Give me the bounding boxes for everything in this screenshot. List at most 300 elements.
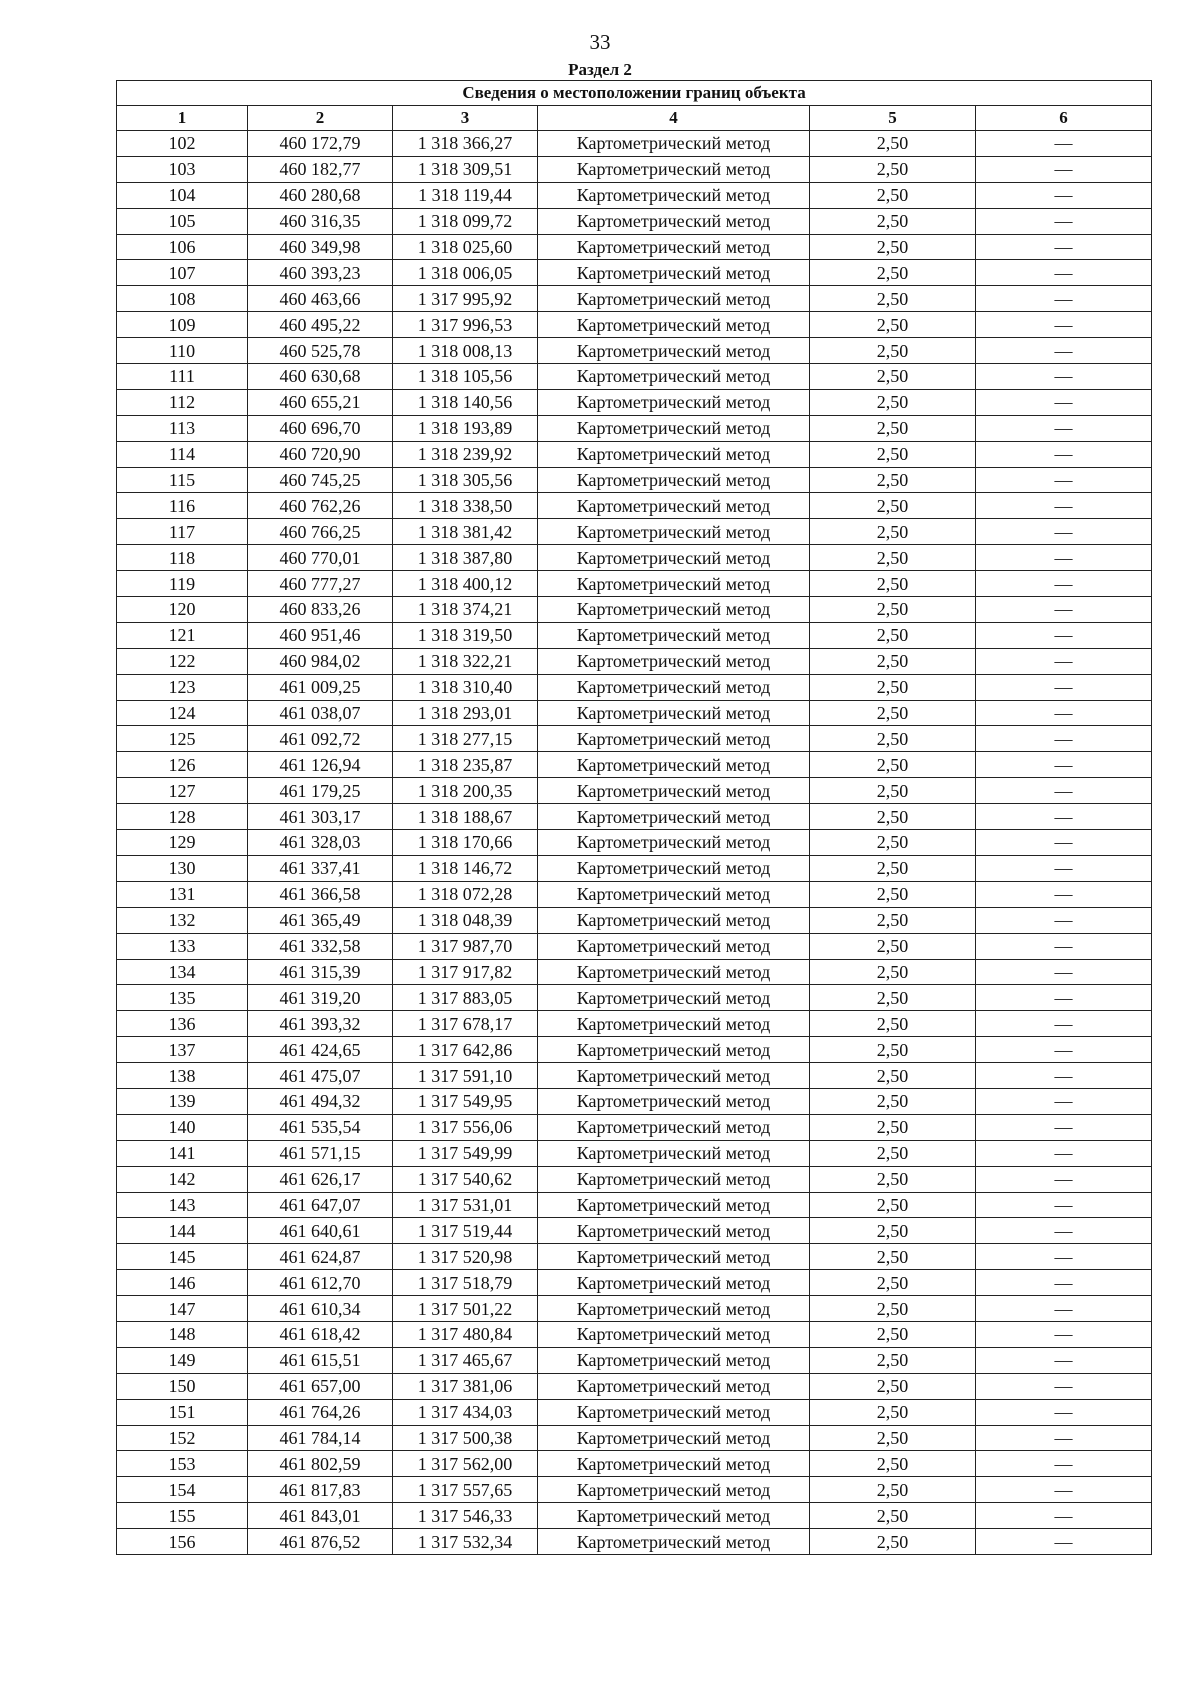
y-coordinate-cell: 1 317 591,10 <box>393 1063 538 1089</box>
method-cell: Картометрический метод <box>538 1011 810 1037</box>
point-number-cell: 126 <box>117 752 248 778</box>
point-number-cell: 123 <box>117 674 248 700</box>
y-coordinate-cell: 1 317 434,03 <box>393 1399 538 1425</box>
precision-cell: 2,50 <box>810 1425 976 1451</box>
description-cell: — <box>976 467 1152 493</box>
precision-cell: 2,50 <box>810 1399 976 1425</box>
point-number-cell: 145 <box>117 1244 248 1270</box>
x-coordinate-cell: 461 009,25 <box>248 674 393 700</box>
y-coordinate-cell: 1 318 366,27 <box>393 131 538 157</box>
table-row <box>117 1037 1152 1063</box>
description-cell: — <box>976 1399 1152 1425</box>
table-row <box>117 1140 1152 1166</box>
point-number-cell: 136 <box>117 1011 248 1037</box>
table-row <box>117 1321 1152 1347</box>
y-coordinate-cell: 1 317 987,70 <box>393 933 538 959</box>
y-coordinate-cell: 1 318 188,67 <box>393 804 538 830</box>
page-number: 33 <box>589 30 611 54</box>
x-coordinate-cell: 460 495,22 <box>248 312 393 338</box>
description-cell: — <box>976 1011 1152 1037</box>
y-coordinate-cell: 1 317 531,01 <box>393 1192 538 1218</box>
x-coordinate-cell: 460 762,26 <box>248 493 393 519</box>
table-row <box>117 1425 1152 1451</box>
point-number-cell: 140 <box>117 1114 248 1140</box>
precision-cell: 2,50 <box>810 389 976 415</box>
method-cell: Картометрический метод <box>538 182 810 208</box>
method-cell: Картометрический метод <box>538 545 810 571</box>
precision-cell: 2,50 <box>810 752 976 778</box>
method-cell: Картометрический метод <box>538 571 810 597</box>
precision-cell: 2,50 <box>810 1270 976 1296</box>
method-cell: Картометрический метод <box>538 1218 810 1244</box>
x-coordinate-cell: 460 833,26 <box>248 597 393 623</box>
y-coordinate-cell: 1 317 381,06 <box>393 1373 538 1399</box>
method-cell: Картометрический метод <box>538 1321 810 1347</box>
method-cell: Картометрический метод <box>538 467 810 493</box>
x-coordinate-cell: 461 764,26 <box>248 1399 393 1425</box>
description-cell: — <box>976 389 1152 415</box>
y-coordinate-cell: 1 317 557,65 <box>393 1477 538 1503</box>
method-cell: Картометрический метод <box>538 1451 810 1477</box>
description-cell: — <box>976 415 1152 441</box>
y-coordinate-cell: 1 318 310,40 <box>393 674 538 700</box>
table-row <box>117 700 1152 726</box>
precision-cell: 2,50 <box>810 1037 976 1063</box>
table-row <box>117 1166 1152 1192</box>
x-coordinate-cell: 461 126,94 <box>248 752 393 778</box>
point-number-cell: 103 <box>117 156 248 182</box>
description-cell: — <box>976 1321 1152 1347</box>
point-number-cell: 150 <box>117 1373 248 1399</box>
description-cell: — <box>976 597 1152 623</box>
x-coordinate-cell: 461 647,07 <box>248 1192 393 1218</box>
point-number-cell: 128 <box>117 804 248 830</box>
point-number-cell: 109 <box>117 312 248 338</box>
point-number-cell: 105 <box>117 208 248 234</box>
precision-cell: 2,50 <box>810 1140 976 1166</box>
method-cell: Картометрический метод <box>538 674 810 700</box>
table-row <box>117 493 1152 519</box>
table-row <box>117 260 1152 286</box>
method-cell: Картометрический метод <box>538 234 810 260</box>
method-cell: Картометрический метод <box>538 778 810 804</box>
point-number-cell: 153 <box>117 1451 248 1477</box>
x-coordinate-cell: 461 393,32 <box>248 1011 393 1037</box>
y-coordinate-cell: 1 317 883,05 <box>393 985 538 1011</box>
y-coordinate-cell: 1 318 048,39 <box>393 907 538 933</box>
point-number-cell: 132 <box>117 907 248 933</box>
description-cell: — <box>976 182 1152 208</box>
y-coordinate-cell: 1 318 319,50 <box>393 622 538 648</box>
point-number-cell: 141 <box>117 1140 248 1166</box>
description-cell: — <box>976 493 1152 519</box>
precision-cell: 2,50 <box>810 1244 976 1270</box>
point-number-cell: 112 <box>117 389 248 415</box>
table-row <box>117 441 1152 467</box>
point-number-cell: 117 <box>117 519 248 545</box>
description-cell: — <box>976 830 1152 856</box>
method-cell: Картометрический метод <box>538 415 810 441</box>
section-title: Раздел 2 <box>568 60 632 79</box>
description-cell: — <box>976 959 1152 985</box>
method-cell: Картометрический метод <box>538 1063 810 1089</box>
precision-cell: 2,50 <box>810 156 976 182</box>
x-coordinate-cell: 460 745,25 <box>248 467 393 493</box>
boundary-coordinates-table <box>116 80 1152 1555</box>
table-row <box>117 1088 1152 1114</box>
x-coordinate-cell: 461 843,01 <box>248 1503 393 1529</box>
table-row <box>117 1347 1152 1373</box>
y-coordinate-cell: 1 318 322,21 <box>393 648 538 674</box>
precision-cell: 2,50 <box>810 881 976 907</box>
method-cell: Картометрический метод <box>538 389 810 415</box>
x-coordinate-cell: 460 280,68 <box>248 182 393 208</box>
table-row <box>117 1373 1152 1399</box>
table-row <box>117 131 1152 157</box>
method-cell: Картометрический метод <box>538 597 810 623</box>
method-cell: Картометрический метод <box>538 1477 810 1503</box>
point-number-cell: 155 <box>117 1503 248 1529</box>
method-cell: Картометрический метод <box>538 1166 810 1192</box>
precision-cell: 2,50 <box>810 519 976 545</box>
description-cell: — <box>976 855 1152 881</box>
point-number-cell: 125 <box>117 726 248 752</box>
table-row <box>117 648 1152 674</box>
table-row <box>117 467 1152 493</box>
point-number-cell: 107 <box>117 260 248 286</box>
x-coordinate-cell: 461 179,25 <box>248 778 393 804</box>
description-cell: — <box>976 907 1152 933</box>
description-cell: — <box>976 881 1152 907</box>
table-row <box>117 1192 1152 1218</box>
description-cell: — <box>976 1140 1152 1166</box>
y-coordinate-cell: 1 318 338,50 <box>393 493 538 519</box>
table-row <box>117 830 1152 856</box>
method-cell: Картометрический метод <box>538 1114 810 1140</box>
table-row <box>117 1270 1152 1296</box>
description-cell: — <box>976 752 1152 778</box>
table-row <box>117 1244 1152 1270</box>
y-coordinate-cell: 1 318 305,56 <box>393 467 538 493</box>
y-coordinate-cell: 1 318 239,92 <box>393 441 538 467</box>
x-coordinate-cell: 461 657,00 <box>248 1373 393 1399</box>
x-coordinate-cell: 460 463,66 <box>248 286 393 312</box>
precision-cell: 2,50 <box>810 1477 976 1503</box>
x-coordinate-cell: 461 876,52 <box>248 1529 393 1555</box>
description-cell: — <box>976 1296 1152 1322</box>
x-coordinate-cell: 461 315,39 <box>248 959 393 985</box>
x-coordinate-cell: 460 393,23 <box>248 260 393 286</box>
table-row <box>117 1296 1152 1322</box>
column-header-2: 2 <box>248 106 393 131</box>
table-row <box>117 415 1152 441</box>
point-number-cell: 131 <box>117 881 248 907</box>
table-row <box>117 208 1152 234</box>
description-cell: — <box>976 545 1152 571</box>
description-cell: — <box>976 312 1152 338</box>
point-number-cell: 133 <box>117 933 248 959</box>
method-cell: Картометрический метод <box>538 622 810 648</box>
table-row <box>117 959 1152 985</box>
method-cell: Картометрический метод <box>538 1373 810 1399</box>
x-coordinate-cell: 460 777,27 <box>248 571 393 597</box>
description-cell: — <box>976 286 1152 312</box>
description-cell: — <box>976 1347 1152 1373</box>
y-coordinate-cell: 1 318 099,72 <box>393 208 538 234</box>
description-cell: — <box>976 700 1152 726</box>
table-row <box>117 907 1152 933</box>
precision-cell: 2,50 <box>810 1321 976 1347</box>
precision-cell: 2,50 <box>810 1373 976 1399</box>
x-coordinate-cell: 461 817,83 <box>248 1477 393 1503</box>
method-cell: Картометрический метод <box>538 648 810 674</box>
method-cell: Картометрический метод <box>538 1425 810 1451</box>
y-coordinate-cell: 1 317 562,00 <box>393 1451 538 1477</box>
y-coordinate-cell: 1 317 480,84 <box>393 1321 538 1347</box>
precision-cell: 2,50 <box>810 855 976 881</box>
point-number-cell: 121 <box>117 622 248 648</box>
point-number-cell: 143 <box>117 1192 248 1218</box>
precision-cell: 2,50 <box>810 1114 976 1140</box>
precision-cell: 2,50 <box>810 933 976 959</box>
description-cell: — <box>976 364 1152 390</box>
method-cell: Картометрический метод <box>538 933 810 959</box>
point-number-cell: 116 <box>117 493 248 519</box>
point-number-cell: 148 <box>117 1321 248 1347</box>
point-number-cell: 137 <box>117 1037 248 1063</box>
table-row <box>117 674 1152 700</box>
precision-cell: 2,50 <box>810 467 976 493</box>
description-cell: — <box>976 1218 1152 1244</box>
point-number-cell: 142 <box>117 1166 248 1192</box>
method-cell: Картометрический метод <box>538 131 810 157</box>
x-coordinate-cell: 461 640,61 <box>248 1218 393 1244</box>
precision-cell: 2,50 <box>810 1347 976 1373</box>
description-cell: — <box>976 622 1152 648</box>
x-coordinate-cell: 461 535,54 <box>248 1114 393 1140</box>
point-number-cell: 152 <box>117 1425 248 1451</box>
point-number-cell: 114 <box>117 441 248 467</box>
method-cell: Картометрический метод <box>538 1192 810 1218</box>
table-row <box>117 364 1152 390</box>
description-cell: — <box>976 726 1152 752</box>
method-cell: Картометрический метод <box>538 959 810 985</box>
point-number-cell: 108 <box>117 286 248 312</box>
method-cell: Картометрический метод <box>538 752 810 778</box>
description-cell: — <box>976 1063 1152 1089</box>
column-header-6: 6 <box>976 106 1152 131</box>
point-number-cell: 147 <box>117 1296 248 1322</box>
precision-cell: 2,50 <box>810 804 976 830</box>
point-number-cell: 113 <box>117 415 248 441</box>
method-cell: Картометрический метод <box>538 804 810 830</box>
table-row <box>117 1477 1152 1503</box>
y-coordinate-cell: 1 317 995,92 <box>393 286 538 312</box>
x-coordinate-cell: 460 951,46 <box>248 622 393 648</box>
precision-cell: 2,50 <box>810 830 976 856</box>
y-coordinate-cell: 1 317 501,22 <box>393 1296 538 1322</box>
point-number-cell: 111 <box>117 364 248 390</box>
y-coordinate-cell: 1 317 540,62 <box>393 1166 538 1192</box>
precision-cell: 2,50 <box>810 1503 976 1529</box>
method-cell: Картометрический метод <box>538 1037 810 1063</box>
precision-cell: 2,50 <box>810 571 976 597</box>
y-coordinate-cell: 1 317 996,53 <box>393 312 538 338</box>
point-number-cell: 127 <box>117 778 248 804</box>
precision-cell: 2,50 <box>810 726 976 752</box>
description-cell: — <box>976 1451 1152 1477</box>
y-coordinate-cell: 1 318 072,28 <box>393 881 538 907</box>
y-coordinate-cell: 1 318 008,13 <box>393 338 538 364</box>
method-cell: Картометрический метод <box>538 700 810 726</box>
description-cell: — <box>976 1270 1152 1296</box>
method-cell: Картометрический метод <box>538 208 810 234</box>
y-coordinate-cell: 1 318 025,60 <box>393 234 538 260</box>
method-cell: Картометрический метод <box>538 1296 810 1322</box>
table-row <box>117 1011 1152 1037</box>
y-coordinate-cell: 1 318 381,42 <box>393 519 538 545</box>
x-coordinate-cell: 461 475,07 <box>248 1063 393 1089</box>
column-header-4: 4 <box>538 106 810 131</box>
description-cell: — <box>976 648 1152 674</box>
point-number-cell: 106 <box>117 234 248 260</box>
point-number-cell: 119 <box>117 571 248 597</box>
y-coordinate-cell: 1 317 549,99 <box>393 1140 538 1166</box>
table-row <box>117 545 1152 571</box>
y-coordinate-cell: 1 318 387,80 <box>393 545 538 571</box>
precision-cell: 2,50 <box>810 364 976 390</box>
method-cell: Картометрический метод <box>538 1529 810 1555</box>
description-cell: — <box>976 1114 1152 1140</box>
x-coordinate-cell: 461 337,41 <box>248 855 393 881</box>
x-coordinate-cell: 461 038,07 <box>248 700 393 726</box>
description-cell: — <box>976 1192 1152 1218</box>
description-cell: — <box>976 1244 1152 1270</box>
precision-cell: 2,50 <box>810 131 976 157</box>
x-coordinate-cell: 461 618,42 <box>248 1321 393 1347</box>
column-header-1: 1 <box>117 106 248 131</box>
x-coordinate-cell: 461 571,15 <box>248 1140 393 1166</box>
description-cell: — <box>976 1088 1152 1114</box>
table-row <box>117 182 1152 208</box>
precision-cell: 2,50 <box>810 622 976 648</box>
point-number-cell: 130 <box>117 855 248 881</box>
y-coordinate-cell: 1 317 546,33 <box>393 1503 538 1529</box>
method-cell: Картометрический метод <box>538 985 810 1011</box>
x-coordinate-cell: 461 366,58 <box>248 881 393 907</box>
table-row <box>117 1451 1152 1477</box>
table-row <box>117 389 1152 415</box>
precision-cell: 2,50 <box>810 1088 976 1114</box>
table-row <box>117 933 1152 959</box>
method-cell: Картометрический метод <box>538 338 810 364</box>
x-coordinate-cell: 461 303,17 <box>248 804 393 830</box>
precision-cell: 2,50 <box>810 648 976 674</box>
method-cell: Картометрический метод <box>538 1270 810 1296</box>
description-cell: — <box>976 933 1152 959</box>
method-cell: Картометрический метод <box>538 1088 810 1114</box>
table-body <box>117 131 1152 1555</box>
table-row <box>117 1114 1152 1140</box>
precision-cell: 2,50 <box>810 493 976 519</box>
method-cell: Картометрический метод <box>538 1140 810 1166</box>
x-coordinate-cell: 461 612,70 <box>248 1270 393 1296</box>
method-cell: Картометрический метод <box>538 286 810 312</box>
x-coordinate-cell: 460 655,21 <box>248 389 393 415</box>
precision-cell: 2,50 <box>810 1529 976 1555</box>
x-coordinate-cell: 461 610,34 <box>248 1296 393 1322</box>
y-coordinate-cell: 1 318 235,87 <box>393 752 538 778</box>
y-coordinate-cell: 1 317 549,95 <box>393 1088 538 1114</box>
x-coordinate-cell: 461 802,59 <box>248 1451 393 1477</box>
x-coordinate-cell: 460 766,25 <box>248 519 393 545</box>
precision-cell: 2,50 <box>810 234 976 260</box>
point-number-cell: 139 <box>117 1088 248 1114</box>
y-coordinate-cell: 1 318 293,01 <box>393 700 538 726</box>
table-row <box>117 1218 1152 1244</box>
table-row <box>117 571 1152 597</box>
x-coordinate-cell: 460 172,79 <box>248 131 393 157</box>
method-cell: Картометрический метод <box>538 260 810 286</box>
table-row <box>117 1503 1152 1529</box>
description-cell: — <box>976 1477 1152 1503</box>
table-row <box>117 597 1152 623</box>
description-cell: — <box>976 1425 1152 1451</box>
point-number-cell: 122 <box>117 648 248 674</box>
precision-cell: 2,50 <box>810 959 976 985</box>
point-number-cell: 124 <box>117 700 248 726</box>
method-cell: Картометрический метод <box>538 830 810 856</box>
table-row <box>117 519 1152 545</box>
point-number-cell: 144 <box>117 1218 248 1244</box>
precision-cell: 2,50 <box>810 286 976 312</box>
y-coordinate-cell: 1 317 519,44 <box>393 1218 538 1244</box>
description-cell: — <box>976 156 1152 182</box>
method-cell: Картометрический метод <box>538 493 810 519</box>
point-number-cell: 149 <box>117 1347 248 1373</box>
precision-cell: 2,50 <box>810 1166 976 1192</box>
y-coordinate-cell: 1 317 642,86 <box>393 1037 538 1063</box>
description-cell: — <box>976 208 1152 234</box>
precision-cell: 2,50 <box>810 907 976 933</box>
table-row <box>117 881 1152 907</box>
precision-cell: 2,50 <box>810 1063 976 1089</box>
method-cell: Картометрический метод <box>538 312 810 338</box>
y-coordinate-cell: 1 318 170,66 <box>393 830 538 856</box>
point-number-cell: 118 <box>117 545 248 571</box>
y-coordinate-cell: 1 317 518,79 <box>393 1270 538 1296</box>
description-cell: — <box>976 674 1152 700</box>
table-row <box>117 312 1152 338</box>
table-header-row <box>117 106 1152 131</box>
x-coordinate-cell: 461 319,20 <box>248 985 393 1011</box>
method-cell: Картометрический метод <box>538 855 810 881</box>
x-coordinate-cell: 460 770,01 <box>248 545 393 571</box>
point-number-cell: 110 <box>117 338 248 364</box>
point-number-cell: 154 <box>117 1477 248 1503</box>
precision-cell: 2,50 <box>810 597 976 623</box>
method-cell: Картометрический метод <box>538 519 810 545</box>
precision-cell: 2,50 <box>810 700 976 726</box>
description-cell: — <box>976 804 1152 830</box>
precision-cell: 2,50 <box>810 674 976 700</box>
table-row <box>117 286 1152 312</box>
table-caption: Сведения о местоположении границ объекта <box>117 81 1152 106</box>
y-coordinate-cell: 1 317 556,06 <box>393 1114 538 1140</box>
precision-cell: 2,50 <box>810 1296 976 1322</box>
method-cell: Картометрический метод <box>538 1503 810 1529</box>
y-coordinate-cell: 1 317 532,34 <box>393 1529 538 1555</box>
